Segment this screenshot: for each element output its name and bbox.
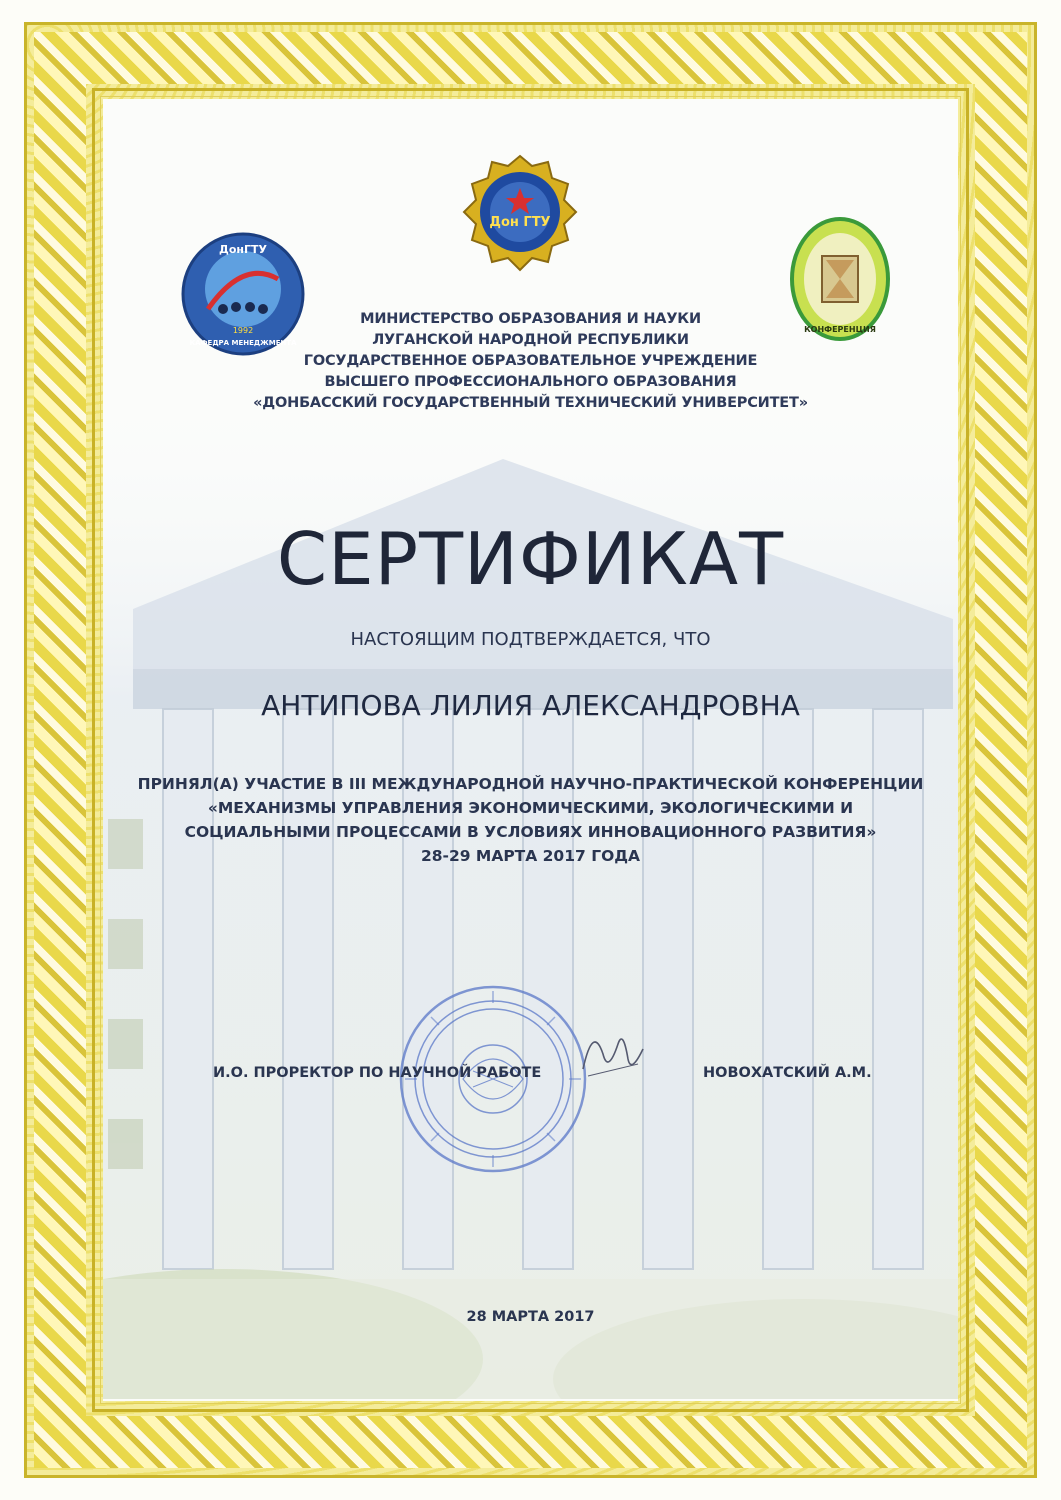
- svg-text:КАФЕДРА МЕНЕДЖМЕНТА: КАФЕДРА МЕНЕДЖМЕНТА: [189, 339, 297, 347]
- signatory-role: И.О. ПРОРЕКТОР ПО НАУЧНОЙ РАБОТЕ: [213, 1065, 542, 1081]
- certificate-title: СЕРТИФИКАТ: [276, 517, 785, 601]
- confirmation-line: НАСТОЯЩИМ ПОДТВЕРЖДАЕТСЯ, ЧТО: [350, 629, 711, 650]
- statement-line-2: «МЕХАНИЗМЫ УПРАВЛЕНИЯ ЭКОНОМИЧЕСКИМИ, ЭКОЛОГИЧЕСКИМИ И: [207, 799, 854, 817]
- handwritten-signature: [573, 1014, 653, 1094]
- statement-line-3: СОЦИАЛЬНЫМИ ПРОЦЕССАМИ В УСЛОВИЯХ ИННОВАЦИОННОГО РАЗВИТИЯ»: [184, 823, 877, 841]
- issuer-header: [103, 309, 958, 414]
- statement-line-1: ПРИНЯЛ(А) УЧАСТИЕ В III МЕЖДУНАРОДНОЙ НАУЧНО-ПРАКТИЧЕСКОЙ КОНФЕРЕНЦИИ: [137, 775, 924, 793]
- certificate-body: [103, 99, 958, 1401]
- svg-text:1992: 1992: [232, 326, 254, 335]
- signatory-name: НОВОХАТСКИЙ А.М.: [703, 1065, 872, 1081]
- header-line-university: «ДОНБАССКИЙ ГОСУДАРСТВЕННЫЙ ТЕХНИЧЕСКИЙ УНИВЕРСИТЕТ»: [253, 395, 808, 411]
- participation-statement: [103, 772, 958, 868]
- svg-text:Дон ГТУ: Дон ГТУ: [489, 215, 551, 230]
- header-line-institution: ГОСУДАРСТВЕННОЕ ОБРАЗОВАТЕЛЬНОЕ УЧРЕЖДЕНИЕ: [303, 353, 758, 369]
- header-line-republic: ЛУГАНСКОЙ НАРОДНОЙ РЕСПУБЛИКИ: [372, 332, 689, 348]
- header-line-education: ВЫСШЕГО ПРОФЕССИОНАЛЬНОГО ОБРАЗОВАНИЯ: [324, 374, 737, 390]
- recipient-name: АНТИПОВА ЛИЛИЯ АЛЕКСАНДРОВНА: [261, 689, 800, 722]
- svg-text:ДонГТУ: ДонГТУ: [219, 243, 267, 256]
- university-emblem-logo: [460, 154, 580, 284]
- header-line-ministry: МИНИСТЕРСТВО ОБРАЗОВАНИЯ И НАУКИ: [360, 311, 701, 327]
- issue-date: 28 МАРТА 2017: [466, 1309, 595, 1325]
- statement-line-dates: 28-29 МАРТА 2017 ГОДА: [420, 847, 641, 865]
- svg-text:КОНФЕРЕНЦИЯ: КОНФЕРЕНЦИЯ: [804, 325, 876, 334]
